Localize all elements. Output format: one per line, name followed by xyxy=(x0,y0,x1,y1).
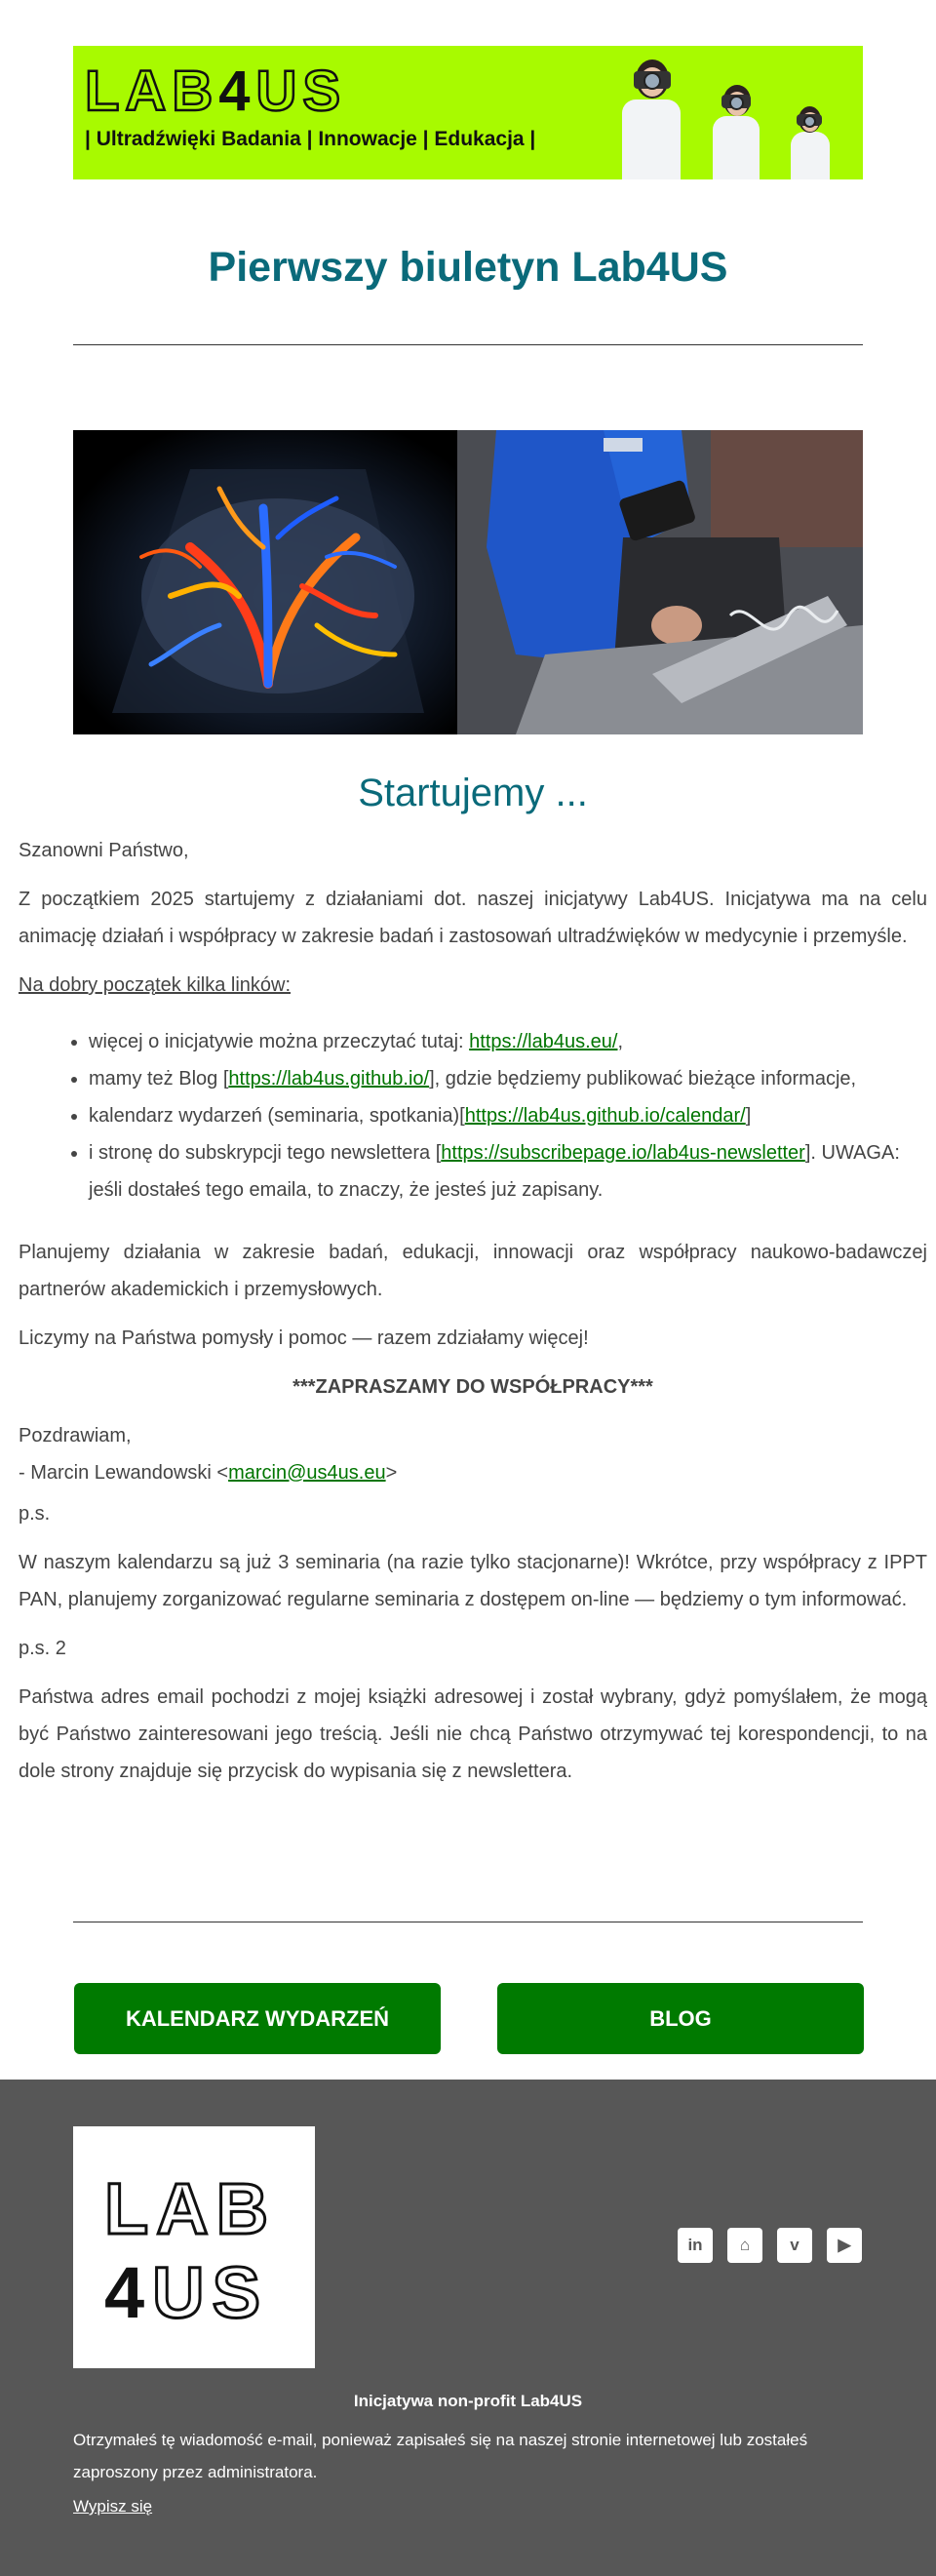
plans-paragraph: Planujemy działania w zakresie badań, edukacji, innowacji oraz współpracy naukowo-badawczej partnerów akademickich i przemysłowych. xyxy=(19,1242,927,1300)
blog-button[interactable]: BLOG xyxy=(497,1983,864,2054)
footer-logo: LAB 4US xyxy=(73,2126,315,2368)
ps1-label: p.s. xyxy=(19,1503,51,1525)
link-subscribe[interactable]: https://subscribepage.io/lab4us-newsletter xyxy=(441,1142,805,1164)
intro-paragraph: Z początkiem 2025 startujemy z działaniami dot. naszej inicjatywy Lab4US. Inicjatywa ma na celu animację działań i współpracy w zakresie badań i zastosowań ultradźwięków w medycynie i przemyśle. xyxy=(19,889,927,947)
banner-figure-large xyxy=(614,46,687,179)
invite-text: ***ZAPRASZAMY DO WSPÓŁPRACY*** xyxy=(292,1376,653,1398)
footer-title: Inicjatywa non-profit Lab4US xyxy=(353,2392,583,2410)
link-blog[interactable]: https://lab4us.github.io/ xyxy=(228,1068,430,1090)
banner-logo: LAB4US xyxy=(85,59,347,123)
list-item: • kalendarz wydarzeń (seminaria, spotkania)[https://lab4us.github.io/calendar/] xyxy=(89,1097,927,1134)
greeting: Szanowni Państwo, xyxy=(19,840,189,861)
ps1-paragraph: W naszym kalendarzu są już 3 seminaria (na razie tylko stacjonarne)! Wkrótce, przy współpracy z IPPT PAN, planujemy zorganizować regularne seminaria z dostępem on-line — będziemy o tym informować. xyxy=(19,1552,927,1610)
ultrasound-doppler-image xyxy=(73,430,455,734)
ps2-paragraph: Państwa adres email pochodzi z mojej książki adresowej i został wybrany, gdyż pomyślałem, że mogą być Państwo zainteresowani jego treścią. Jeśli nie chcą Państwo otrzymywać tej korespondencji, to na dole strony znajduje się przycisk do wypisania się z newslettera. xyxy=(19,1686,927,1782)
link-website[interactable]: https://lab4us.eu/ xyxy=(469,1031,618,1052)
vimeo-icon[interactable]: v xyxy=(777,2228,812,2263)
footer-notice: Otrzymałeś tę wiadomość e-mail, ponieważ zapisałeś się na naszej stronie internetowej lub zostałeś zaproszony przez administratora. xyxy=(73,2431,808,2481)
banner-figure-medium xyxy=(707,46,765,179)
ideas-paragraph: Liczymy na Państwa pomysły i pomoc — razem zdziałamy więcej! xyxy=(19,1328,589,1349)
banner-tagline: | Ultradźwięki Badania | Innowacje | Edukacja | xyxy=(85,128,536,150)
link-calendar[interactable]: https://lab4us.github.io/calendar/ xyxy=(464,1105,746,1127)
links-heading: Na dobry początek kilka linków: xyxy=(19,974,292,996)
unsubscribe-link[interactable]: Wypisz się xyxy=(73,2497,153,2516)
hero-images xyxy=(73,430,863,734)
ps2-label: p.s. 2 xyxy=(19,1638,66,1659)
signature: - Marcin Lewandowski <marcin@us4us.eu> xyxy=(19,1462,398,1484)
divider-top xyxy=(73,344,863,345)
signature-email-link[interactable]: marcin@us4us.eu xyxy=(228,1462,386,1484)
list-item: • i stronę do subskrypcji tego newslettera [https://subscribepage.io/lab4us-newsletter]. UWAGA: jeśli dostałeś tego emaila, to znaczy, że jesteś już zapisany. xyxy=(89,1134,927,1209)
calendar-button[interactable]: KALENDARZ WYDARZEŃ xyxy=(74,1983,441,2054)
links-list xyxy=(19,1023,927,1209)
linkedin-icon[interactable]: in xyxy=(678,2228,713,2263)
youtube-icon[interactable]: ▶ xyxy=(827,2228,862,2263)
list-item: • mamy też Blog [https://lab4us.github.io/], gdzie będziemy publikować bieżące informacje, xyxy=(89,1060,927,1097)
industrial-ultrasound-worker-image xyxy=(457,430,863,734)
section-heading: Startujemy ... xyxy=(358,772,588,814)
header-banner xyxy=(73,46,863,179)
newsletter-body xyxy=(19,764,927,1802)
banner-figure-small xyxy=(785,46,834,179)
list-item: • więcej o inicjatywie można przeczytać tutaj: https://lab4us.eu/, xyxy=(89,1023,927,1060)
regards: Pozdrawiam, xyxy=(19,1425,132,1447)
newsletter-title: Pierwszy biuletyn Lab4US xyxy=(208,244,728,291)
github-icon[interactable]: ⌂ xyxy=(727,2228,762,2263)
footer xyxy=(0,2080,936,2576)
